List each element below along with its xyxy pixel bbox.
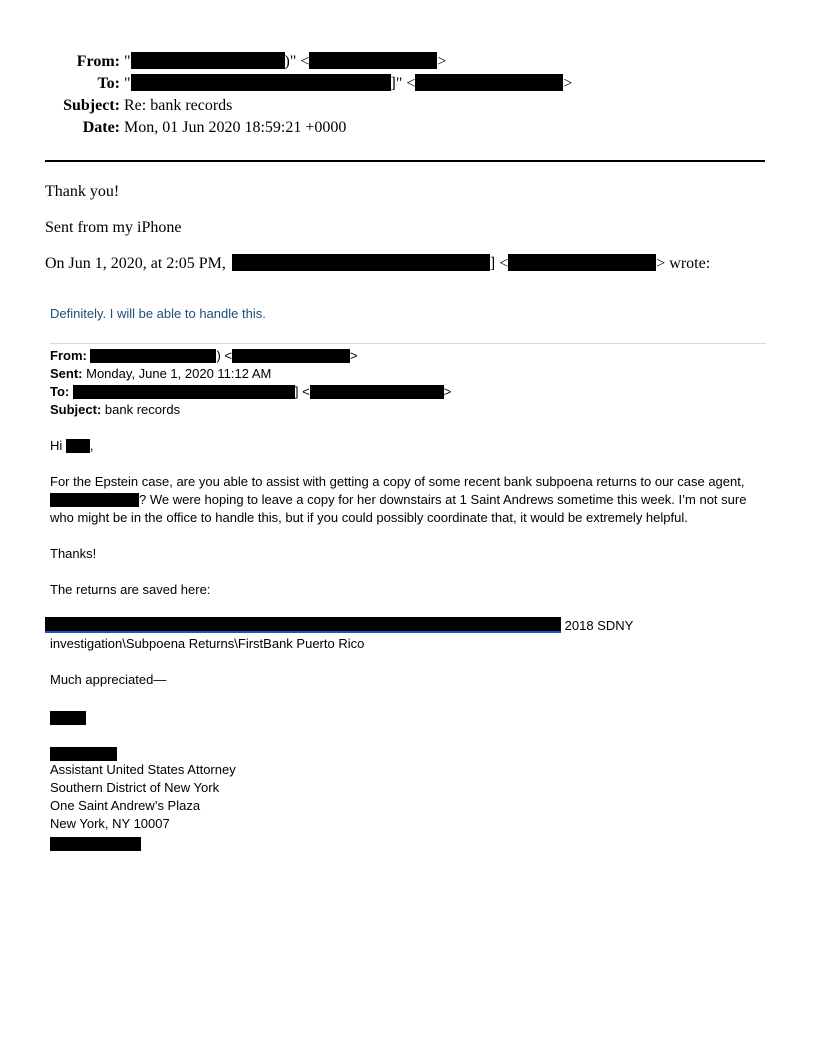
wrote-prefix: On Jun 1, 2020, at 2:05 PM, [45,255,226,272]
header-subject-row [0,96,232,116]
header-divider [45,160,765,162]
orig-subject-label: Subject: [50,402,102,417]
closing-line: Much appreciated— [50,672,167,687]
reply-wrote-line [45,254,710,274]
signature-address-2: New York, NY 10007 [50,816,170,831]
orig-to-close: > [443,384,452,399]
signature-address-1: One Saint Andrew’s Plaza [50,798,201,813]
orig-subject-value: bank records [104,402,181,417]
greeting-line [50,437,94,455]
header-to-separator: ]" < [390,75,416,92]
greeting-prefix: Hi [50,438,63,453]
header-from-label: From: [76,53,120,70]
header-from-close: > [437,53,447,70]
redacted-file-link[interactable] [45,617,561,633]
header-to-quote: " [124,75,131,92]
header-to-label: To: [97,75,120,92]
body-para-line-2-text: ? We were hoping to leave a copy for her downstairs at 1 Saint Andrews sometime this week. I’m not sure [139,492,747,507]
body-para-line-1: For the Epstein case, are you able to assist with getting a copy of some recent bank subpoena returns to our case agent, [50,474,745,489]
reply-line-signature: Sent from my iPhone [45,219,182,236]
orig-from-close: > [350,348,358,363]
redaction-block [50,837,141,851]
redaction-block [50,711,86,725]
redaction-block [131,52,285,69]
signoff-redaction [50,709,86,727]
file-path-line-2: investigation\Subpoena Returns\FirstBank Puerto Rico [50,636,365,651]
redaction-block [415,74,563,91]
quoted-divider [50,343,766,344]
header-from-quote: " [124,53,131,70]
orig-sent-value: Monday, June 1, 2020 11:12 AM [86,366,272,381]
reply-line-thanks: Thank you! [45,183,120,200]
signature-office: Southern District of New York [50,780,220,795]
header-from-separator: )" < [284,53,310,70]
redaction-block [90,349,216,363]
orig-to-separator: ] < [294,384,310,399]
redaction-block [50,747,117,761]
wrote-separator: ] < [489,255,509,272]
wrote-suffix: > wrote: [656,255,711,272]
orig-to-label: To: [50,384,70,399]
file-path-tail: 2018 SDNY [564,618,634,633]
orig-sent-label: Sent: [50,366,83,381]
orig-sent-row [50,365,271,383]
greeting-suffix: , [89,438,94,453]
header-subject-label: Subject: [63,97,120,114]
header-from-row [0,52,446,72]
redaction-block [310,385,444,399]
redaction-block [309,52,437,69]
orig-to-row [50,383,451,401]
orig-subject-row [50,401,180,419]
redaction-block [232,349,350,363]
redaction-block [508,254,656,271]
quoted-reply-text: Definitely. I will be able to handle this. [50,306,266,321]
file-path-line-1 [45,617,633,635]
body-para-line-2 [50,491,746,509]
redaction-block [66,439,90,453]
thanks-line: Thanks! [50,546,97,561]
header-date-value: Mon, 01 Jun 2020 18:59:21 +0000 [124,119,347,136]
redaction-block [131,74,391,91]
signature-phone-redaction [50,835,141,853]
redaction-block [50,493,139,507]
orig-from-separator: ) < [216,348,233,363]
header-subject-value: Re: bank records [124,97,233,114]
header-to-close: > [563,75,573,92]
body-para-line-3: who might be in the office to handle this, but if you could possibly coordinate that, it would be extremely helpful. [50,510,688,525]
header-date-label: Date: [82,119,120,136]
orig-from-row [50,347,358,365]
redaction-block [232,254,490,271]
returns-intro: The returns are saved here: [50,582,211,597]
signature-title: Assistant United States Attorney [50,762,236,777]
redaction-block [73,385,295,399]
header-to-row [0,74,572,94]
header-date-row [0,118,346,138]
orig-from-label: From: [50,348,87,363]
